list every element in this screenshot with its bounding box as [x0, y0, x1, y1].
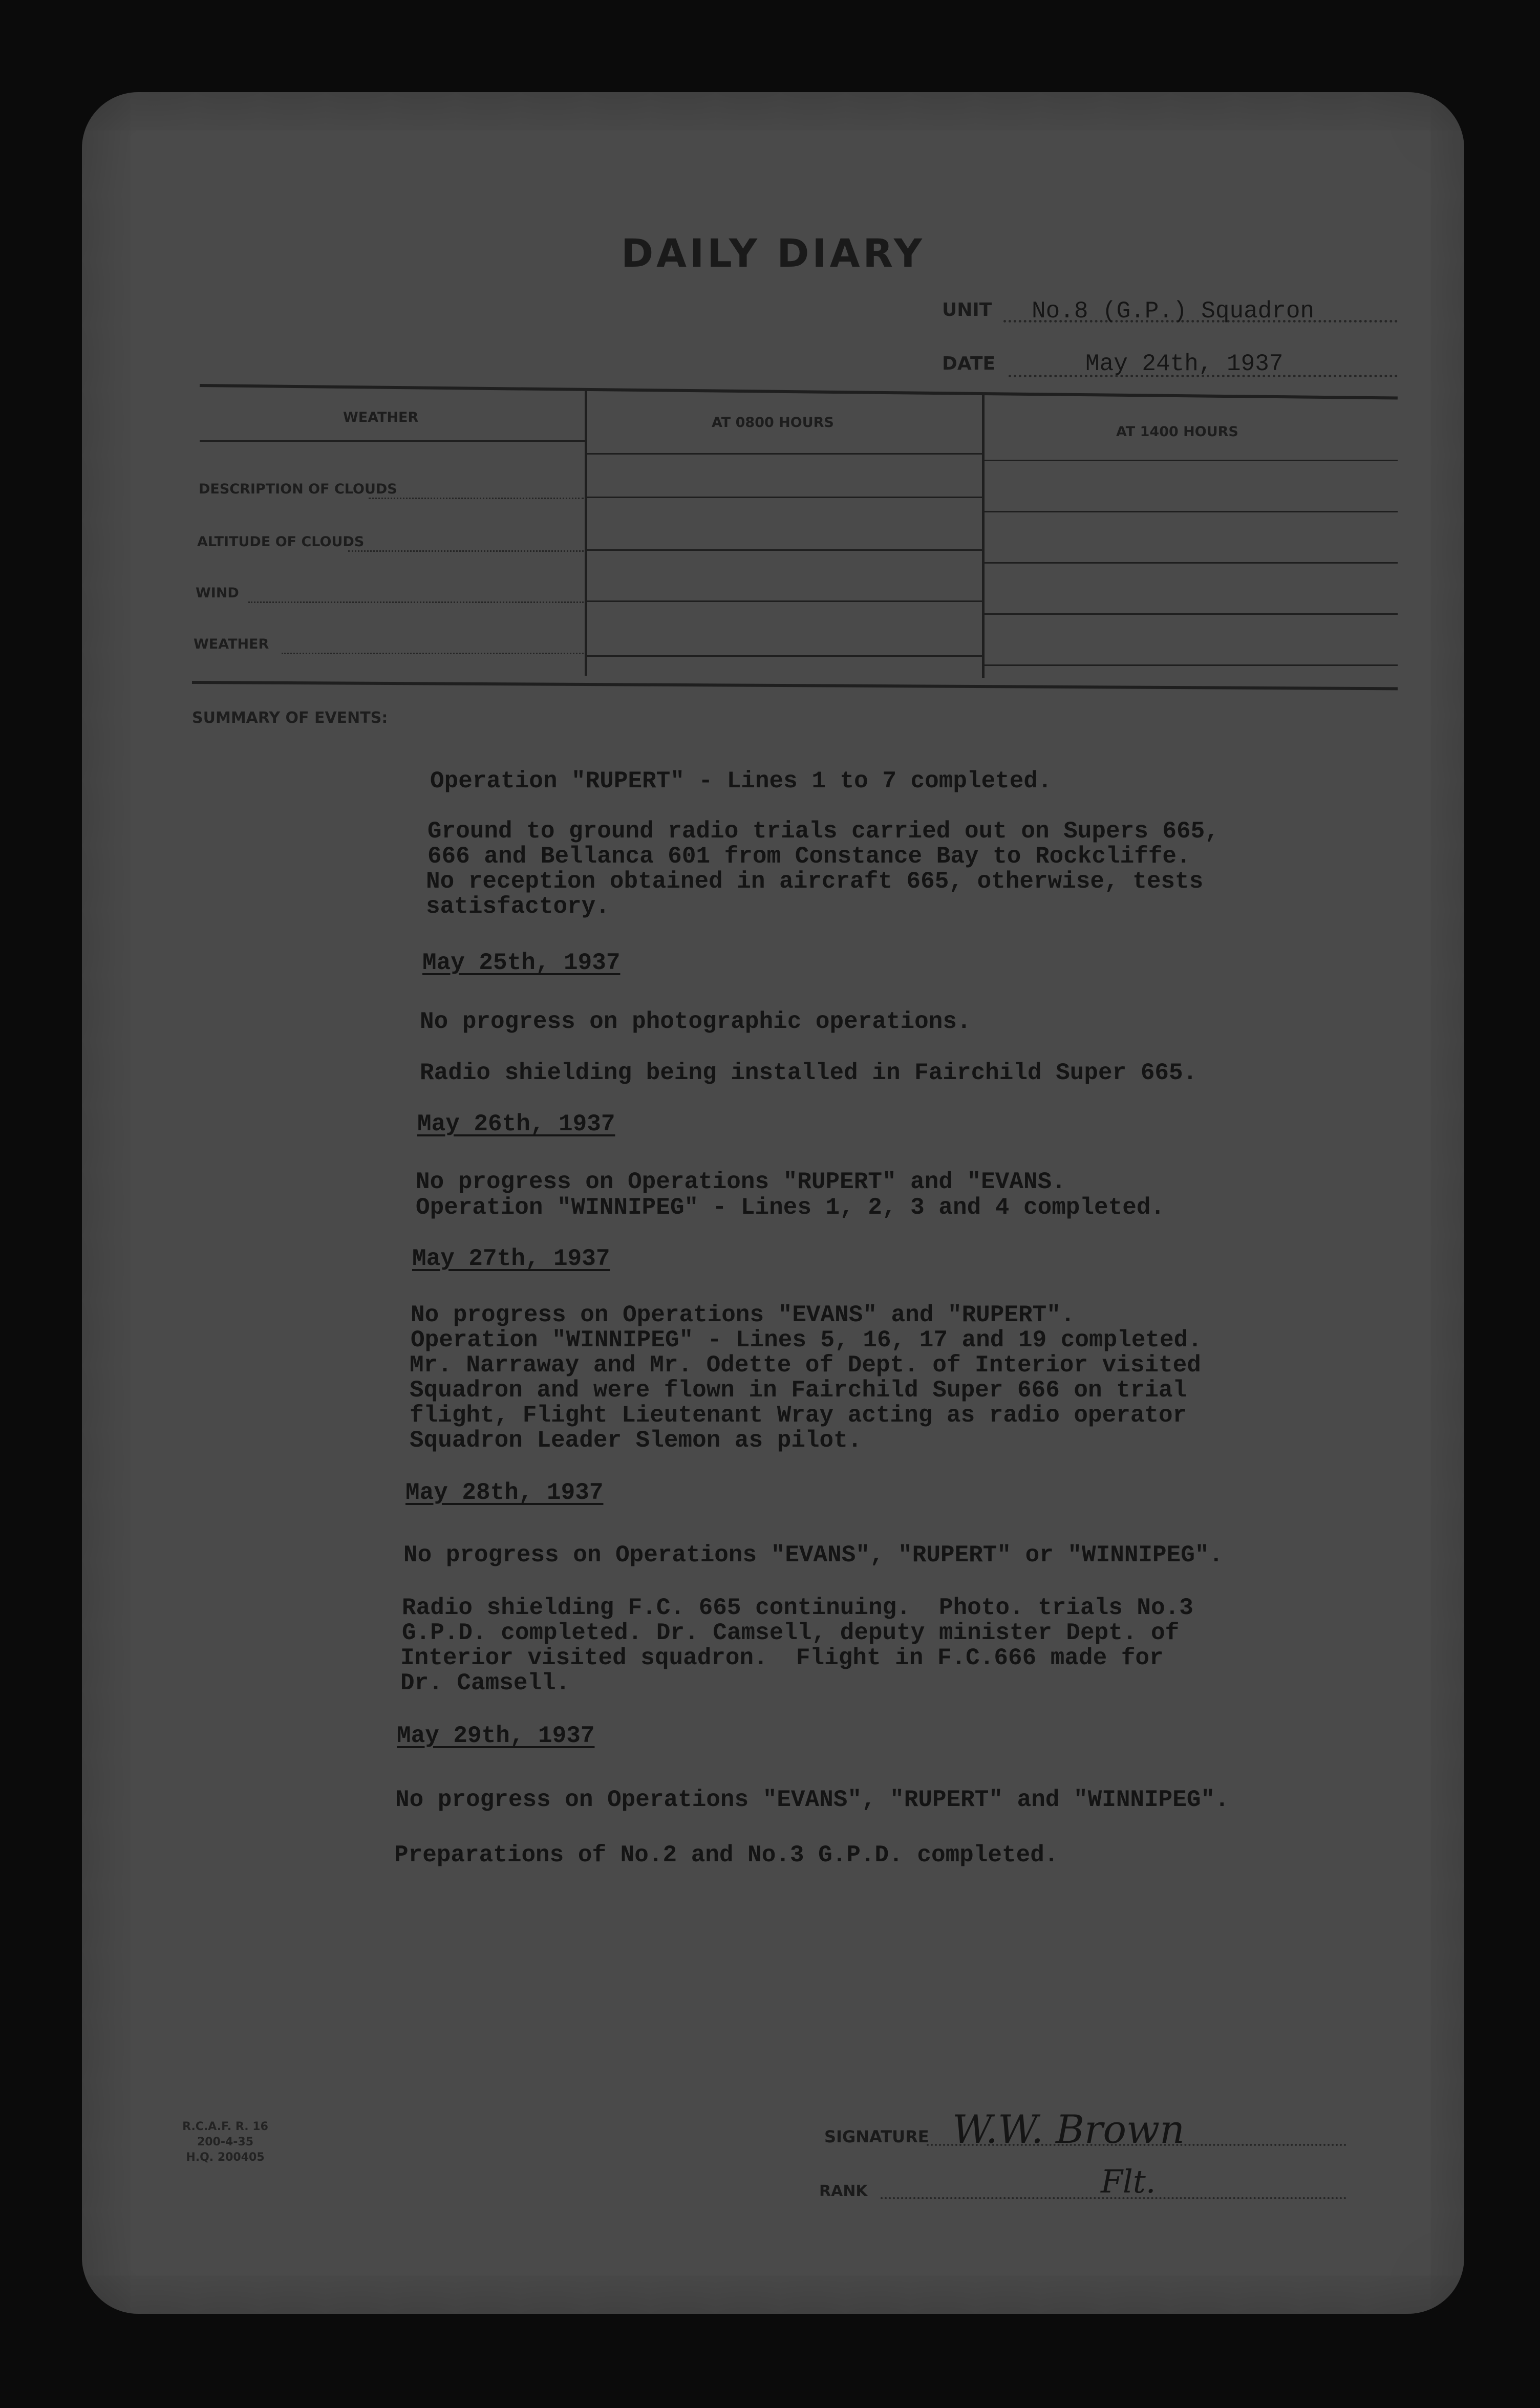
date-label: DATE — [942, 353, 996, 374]
event-line: Operation "RUPERT" - Lines 1 to 7 completed. — [430, 768, 1052, 794]
row-rule — [587, 497, 982, 498]
0800-column-header: AT 0800 HOURS — [712, 415, 834, 431]
row-rule — [985, 562, 1398, 564]
event-line: Interior visited squadron. Flight in F.C.666 made for — [400, 1645, 1164, 1671]
entry-date: May 26th, 1937 — [417, 1111, 615, 1137]
row-rule — [985, 664, 1398, 666]
entry-date: May 28th, 1937 — [405, 1479, 604, 1506]
event-line: Radio shielding F.C. 665 continuing. Photo. trials No.3 — [402, 1595, 1193, 1621]
row-label: WIND — [196, 585, 239, 601]
row-rule — [587, 600, 982, 602]
unit-label: UNIT — [942, 299, 992, 320]
header-rule — [587, 453, 982, 455]
row-rule — [587, 549, 982, 551]
event-line: No progress on Operations "RUPERT" and "EVANS. — [416, 1169, 1066, 1195]
event-line: Squadron and were flown in Fairchild Super 666 on trial — [410, 1377, 1187, 1404]
form-title: DAILY DIARY — [621, 230, 925, 276]
row-line — [348, 550, 584, 552]
event-line: No progress on Operations "EVANS" and "RUPERT". — [411, 1302, 1075, 1328]
row-label: WEATHER — [194, 636, 269, 652]
event-line: No progress on photographic operations. — [420, 1008, 971, 1035]
row-rule — [587, 655, 982, 657]
form-number — [148, 2119, 302, 2165]
form-number-line: R.C.A.F. R. 16 — [182, 2120, 268, 2133]
row-line — [282, 653, 584, 654]
weather-column-header: WEATHER — [343, 410, 419, 425]
event-line: Squadron Leader Slemon as pilot. — [410, 1427, 862, 1454]
table-divider — [585, 389, 587, 676]
form-number-line: H.Q. 200405 — [186, 2151, 265, 2164]
signature-label: SIGNATURE — [824, 2127, 929, 2146]
table-bottom-rule — [192, 681, 1398, 690]
row-label: ALTITUDE OF CLOUDS — [197, 534, 365, 550]
event-line: Radio shielding being installed in Fairchild Super 665. — [420, 1060, 1197, 1086]
diary-page — [82, 92, 1464, 2314]
signature-value: W.W. Brown — [952, 2106, 1185, 2152]
event-line: No progress on Operations "EVANS", "RUPERT" or "WINNIPEG". — [403, 1542, 1224, 1568]
form-number-line: 200-4-35 — [197, 2136, 254, 2148]
date-value: May 24th, 1937 — [1085, 351, 1284, 377]
row-line — [369, 498, 584, 499]
1400-column-header: AT 1400 HOURS — [1116, 424, 1238, 440]
row-rule — [985, 511, 1398, 512]
event-line: Mr. Narraway and Mr. Odette of Dept. of Interior visited — [410, 1352, 1201, 1379]
header-rule — [985, 460, 1398, 461]
unit-value: No.8 (G.P.) Squadron — [1032, 298, 1315, 325]
event-line: flight, Flight Lieutenant Wray acting as radio operator — [410, 1402, 1187, 1429]
event-line: No progress on Operations "EVANS", "RUPERT" and "WINNIPEG". — [395, 1787, 1229, 1813]
row-line — [248, 601, 584, 603]
entry-date: May 27th, 1937 — [412, 1245, 610, 1272]
event-line: Ground to ground radio trials carried out on Supers 665, — [427, 818, 1219, 845]
header-rule — [200, 440, 585, 442]
event-line: No reception obtained in aircraft 665, otherwise, tests — [426, 868, 1204, 895]
row-label: DESCRIPTION OF CLOUDS — [199, 481, 397, 497]
table-top-rule — [200, 384, 1398, 400]
rank-label: RANK — [819, 2182, 868, 2200]
entry-date: May 25th, 1937 — [422, 950, 621, 976]
table-divider — [982, 393, 985, 678]
entry-date: May 29th, 1937 — [397, 1723, 595, 1749]
summary-label: SUMMARY OF EVENTS: — [192, 709, 388, 727]
rank-value: Flt. — [1101, 2163, 1156, 2200]
event-line: 666 and Bellanca 601 from Constance Bay to Rockcliffe. — [427, 843, 1191, 870]
event-line: G.P.D. completed. Dr. Camsell, deputy minister Dept. of — [402, 1620, 1180, 1646]
row-rule — [985, 613, 1398, 615]
event-line: Preparations of No.2 and No.3 G.P.D. completed. — [394, 1842, 1059, 1868]
event-line: Operation "WINNIPEG" - Lines 1, 2, 3 and 4 completed. — [416, 1194, 1165, 1221]
event-line: satisfactory. — [426, 893, 610, 920]
event-line: Dr. Camsell. — [400, 1670, 570, 1696]
event-line: Operation "WINNIPEG" - Lines 5, 16, 17 and 19 completed. — [411, 1327, 1202, 1353]
